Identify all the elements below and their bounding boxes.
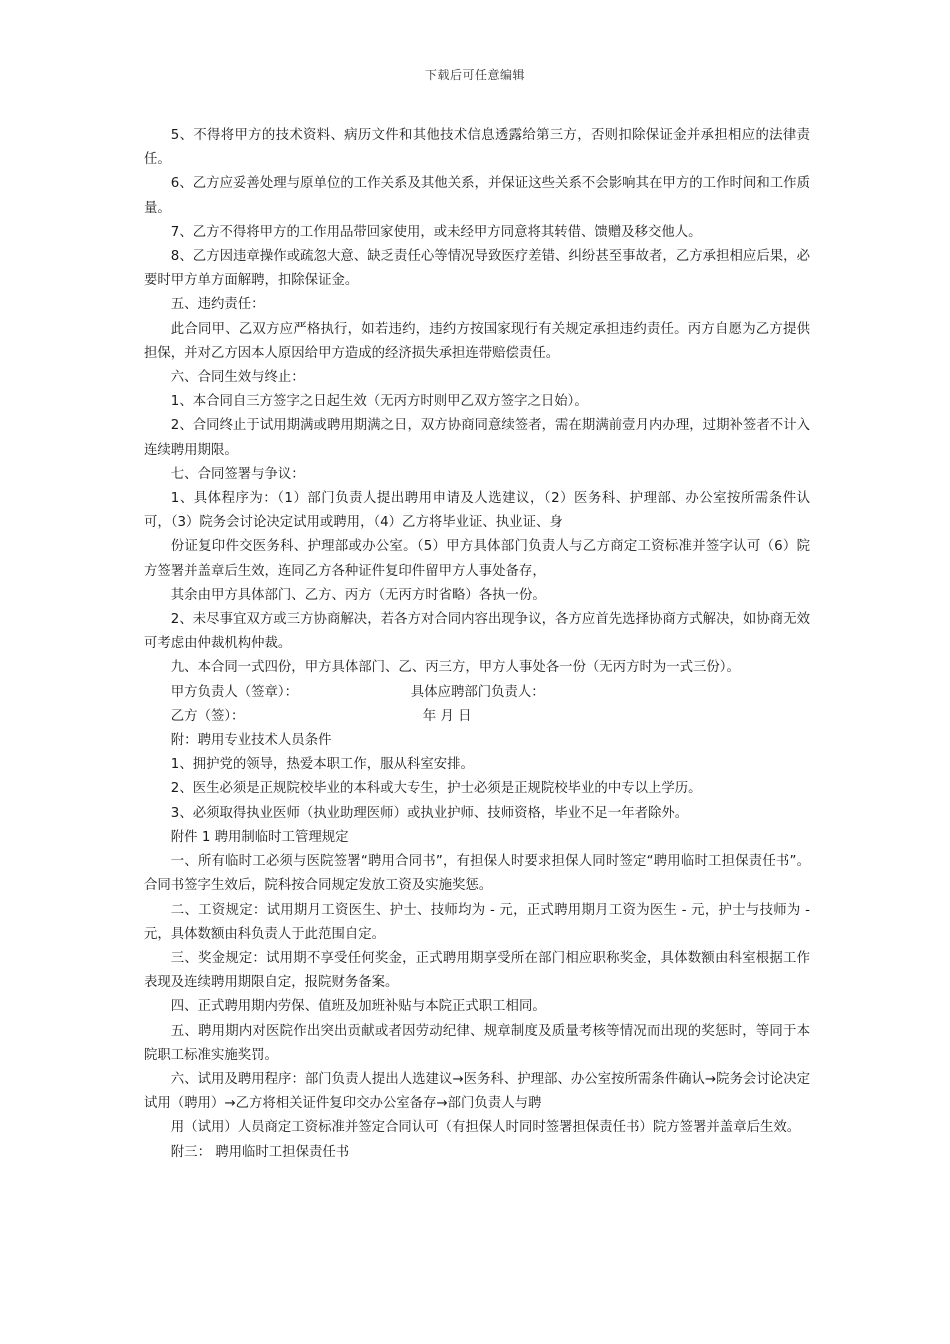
attachment-1-heading: 附件 1 聘用制临时工管理规定 [170, 829, 349, 845]
appendix-heading: 附：聘用专业技术人员条件 [170, 733, 332, 749]
effect-clause-2: 2、合同终止于试用期满或聘用期满之日，双方协商同意续签者，需在期满前壹月内办理，过期补签者不计入连续聘用期限。 [144, 418, 810, 458]
signing-clause-1-cont: 份证复印件交医务科、护理部或办公室。（5）甲方具体部门负责人与乙方商定工资标准并签字认可（6）院方签署并盖章后生效，连同乙方各种证件复印件留甲方人事处备存， [144, 539, 810, 579]
rule-2: 二、工资规定：试用期月工资医生、护士、技师均为 - 元，正式聘用期月工资为医生 - 元，护士与技师为 - 元，具体数额由科负责人于此范围自定。 [144, 902, 810, 942]
page-header: 下载后可任意编辑 [424, 68, 525, 82]
rule-5: 五、聘用期内对医院作出突出贡献或者因劳动纪律、规章制度及质量考核等情况而出现的奖惩时，等同于本院职工标准实施奖罚。 [144, 1023, 810, 1063]
attachment-3-heading: 附三： 聘用临时工担保责任书 [170, 1144, 350, 1160]
clause-5: 5、不得将甲方的技术资料、病历文件和其他技术信息透露给第三方，否则扣除保证金并承担相应的法律责任。 [144, 128, 810, 168]
party-b-signature-label: 乙方（签）： [170, 708, 245, 724]
breach-text: 此合同甲、乙双方应严格执行，如若违约，违约方按国家现行有关规定承担违约责任。丙方自愿为乙方提供担保，并对乙方因本人原因给甲方造成的经济损失承担连带赔偿责任。 [144, 321, 810, 361]
signature-row-1 [144, 681, 810, 705]
condition-3: 3、必须取得执业医师（执业助理医师）或执业护师、技师资格，毕业不足一年者除外。 [170, 805, 689, 821]
rule-3: 三、奖金规定：试用期不享受任何奖金，正式聘用期享受所在部门相应职称奖金，具体数额由科室根据工作表现及连续聘用期限自定，报院财务备案。 [144, 950, 810, 991]
clause-8: 8、乙方因违章操作或疏忽大意、缺乏责任心等情况导致医疗差错、纠纷甚至事故者，乙方承担相应后果，必要时甲方单方面解聘，扣除保证金。 [144, 249, 810, 289]
document-body [144, 124, 810, 1165]
copies-clause: 九、本合同一式四份，甲方具体部门、乙、丙三方，甲方人事处各一份（无丙方时为一式三份）。 [170, 660, 740, 676]
rule-6-cont: 用（试用）人员商定工资标准并签定合同认可（有担保人时同时签署担保责任书）院方签署并盖章后生效。 [170, 1120, 801, 1136]
effect-clause-1: 1、本合同自三方签字之日起生效（无丙方时则甲乙双方签字之日始）。 [170, 394, 588, 410]
section-heading-effect: 六、合同生效与终止： [170, 370, 305, 386]
clause-6: 6、乙方应妥善处理与原单位的工作关系及其他关系，并保证这些关系不会影响其在甲方的工作时间和工作质量。 [144, 176, 810, 216]
section-heading-breach: 五、违约责任： [170, 297, 265, 313]
signing-clause-1: 1、具体程序为：（1）部门负责人提出聘用申请及人选建议，（2）医务科、护理部、办公室按所需条件认可，（3）院务会讨论决定试用或聘用，（4）乙方将毕业证、执业证、身 [144, 491, 810, 531]
dept-head-signature-label: 具体应聘部门负责人： [410, 684, 545, 700]
signing-clause-2: 2、未尽事宜双方或三方协商解决，若各方对合同内容出现争议，各方应首先选择协商方式解决，如协商无效可考虑由仲裁机构仲裁。 [144, 612, 810, 652]
signature-date: 年 月 日 [422, 708, 472, 724]
clause-7: 7、乙方不得将甲方的工作用品带回家使用，或未经甲方同意将其转借、馈赠及移交他人。 [170, 224, 702, 240]
party-a-signature-label: 甲方负责人（签章）： [170, 684, 299, 700]
rule-4: 四、正式聘用期内劳保、值班及加班补贴与本院正式职工相同。 [170, 999, 546, 1015]
condition-2: 2、医生必须是正规院校毕业的本科或大专生，护士必须是正规院校毕业的中专以上学历。 [170, 781, 702, 797]
signing-clause-1-end: 其余由甲方具体部门、乙方、丙方（无丙方时省略）各执一份。 [170, 587, 546, 603]
section-heading-signing: 七、合同签署与争议： [170, 466, 305, 482]
rule-6: 六、试用及聘用程序：部门负责人提出人选建议→医务科、护理部、办公室按所需条件确认→院务会讨论决定试用（聘用）→乙方将相关证件复印交办公室备存→部门负责人与聘 [144, 1071, 810, 1112]
signature-row-2 [144, 705, 810, 729]
rule-1: 一、所有临时工必须与医院签署“聘用合同书”，有担保人时要求担保人同时签定“聘用临时工担保责任书”。合同书签字生效后，院科按合同规定发放工资及实施奖惩。 [144, 854, 810, 894]
condition-1: 1、拥护党的领导，热爱本职工作，服从科室安排。 [170, 757, 474, 773]
